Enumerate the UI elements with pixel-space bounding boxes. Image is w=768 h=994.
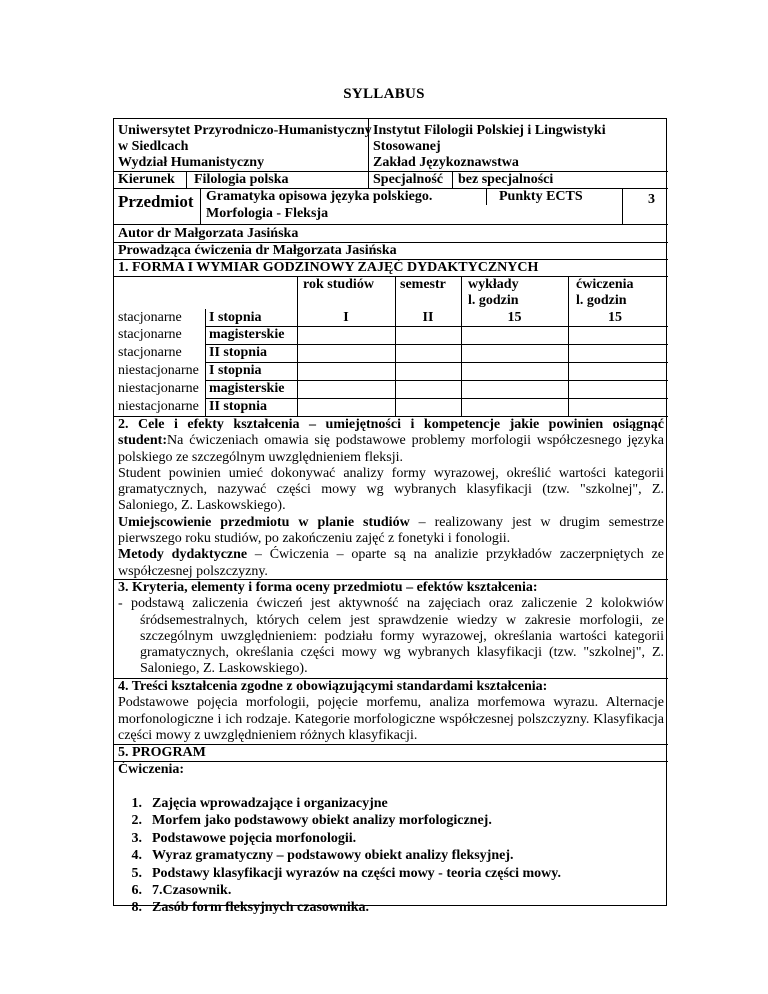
list-item-number: 6.: [131, 883, 142, 899]
table-cell-stopien: I stopnia: [209, 363, 262, 378]
syllabus-table: [113, 118, 667, 916]
table-cell-wyklady: 15: [507, 310, 522, 325]
table-cell-forma: niestacjonarne: [118, 363, 199, 378]
list-item-text: Zasób form fleksyjnych czasownika.: [152, 900, 370, 916]
table-cell-forma: niestacjonarne: [118, 381, 199, 396]
list-item-text: Morfem jako podstawowy obiekt analizy morfologicznej.: [152, 813, 492, 829]
list-item-number: 8.: [131, 900, 142, 916]
col-semestr: semestr: [400, 277, 446, 292]
list-item-number: 5.: [131, 865, 142, 881]
col-rok: rok studiów: [303, 277, 374, 292]
table-cell-rok: I: [343, 310, 349, 325]
col-cwiczenia: ćwiczenia: [576, 277, 634, 292]
table-cell-stopien: magisterskie: [209, 381, 285, 396]
metody-label: Metody dydaktyczne: [118, 547, 248, 563]
institute-name-cont: Stosowanej: [373, 139, 441, 154]
section1-heading: 1. FORMA I WYMIAR GODZINOWY ZAJĘĆ DYDAKTYCZNYCH: [118, 260, 539, 275]
section2-para2: Student powinien umieć dokonywać analizy formy wyrazowej, określić wartości kategorii gramatycznych, nazywać części mowy wg wybranych klasyfikacji (tzw. "szkolnej", Z. Saloniego, Z. Laskowskiego).: [118, 465, 664, 514]
kierunek-value: Filologia polska: [194, 172, 289, 187]
section2: [118, 417, 664, 580]
author: Autor dr Małgorzata Jasińska: [118, 226, 299, 241]
list-item-text: 7.Czasownik.: [152, 883, 232, 899]
section3: [118, 580, 664, 678]
list-item: [118, 865, 561, 882]
section2-heading: 2. Cele i efekty kształcenia – umiejętności i kompetencje jakie powinien osiągnąć student:: [118, 417, 664, 449]
przedmiot-name: Gramatyka opisowa języka polskiego.: [206, 189, 433, 204]
faculty-name: Wydział Humanistyczny: [118, 155, 265, 170]
list-item: [118, 847, 561, 864]
list-item-text: Zajęcia wprowadzające i organizacyjne: [152, 796, 388, 811]
table-cell-stopien: II stopnia: [209, 399, 267, 414]
section4-heading: 4. Treści kształcenia zgodne z obowiązującymi standardami kształcenia:: [118, 679, 548, 694]
specjalnosc-value: bez specjalności: [458, 172, 554, 187]
list-item-number: 1.: [131, 796, 142, 811]
specjalnosc-label: Specjalność: [373, 172, 443, 187]
table-cell-forma: stacjonarne: [118, 310, 182, 325]
table-cell-stopien: II stopnia: [209, 345, 267, 360]
section4: [118, 679, 664, 744]
list-item: [118, 882, 561, 899]
przedmiot-label: Przedmiot: [118, 192, 194, 211]
section5-subheading: Ćwiczenia:: [118, 762, 185, 777]
list-item-number: 2.: [131, 813, 142, 829]
list-item-text: Podstawowe pojęcia morfonologii.: [152, 830, 357, 846]
section2-intro: Na ćwiczeniach omawia się podstawowe problemy morfologii współczesnego języka polskiego ze szczególnym uwzględnieniem fleksji.: [118, 433, 664, 465]
list-item-number: 3.: [131, 830, 142, 846]
document-title: SYLLABUS: [343, 86, 425, 102]
section5-heading: 5. PROGRAM: [118, 745, 206, 760]
col-wyklady-unit: l. godzin: [468, 293, 519, 308]
ects-label: Punkty ECTS: [499, 189, 583, 204]
table-cell-forma: niestacjonarne: [118, 399, 199, 414]
university-city: w Siedlcach: [118, 139, 189, 154]
table-cell-stopien: I stopnia: [209, 310, 262, 325]
metody-text: – Ćwiczenia – oparte są na analizie przykładów zaczerpniętych ze współczesnej polszczyzny.: [118, 547, 664, 579]
umiejscowienie-text: – realizowany jest w drugim semestrze pierwszego roku studiów, po zakończeniu zajęć z fonetyki i fonologii.: [118, 514, 664, 547]
department-name: Zakład Językoznawstwa: [373, 155, 519, 170]
table-cell-stopien: magisterskie: [209, 327, 285, 342]
section3-heading: 3. Kryteria, elementy i forma oceny przedmiotu – efektów kształcenia:: [118, 580, 538, 595]
list-item: [118, 795, 561, 812]
col-cwiczenia-unit: l. godzin: [576, 293, 627, 308]
section4-text: Podstawowe pojęcia morfologii, pojęcie morfemu, analiza morfemowa wyrazu. Alternacje morfonologiczne i ich rodzaje. Kategorie morfologiczne współczesnej polszczyzny. Klasyfikacja części mowy z uwzględnieniem różnych klasyfikacji.: [118, 695, 664, 743]
section3-text: - podstawą zaliczenia ćwiczeń jest aktywność na zajęciach oraz zaliczenie 2 kolokwiów śródsemestralnych, których celem jest sprawdzenie wiedzy w zakresie morfologii, ze szczególnym uwzględnieniem: podziału formy wyrazowej, określania wartości kategorii gramatycznych, określania części mowy wg wybranych klasyfikacji (tzw. "szkolnej", Z. Saloniego, Z. Laskowskiego).: [118, 596, 664, 677]
list-item: [118, 830, 561, 847]
university-name: Uniwersytet Przyrodniczo-Humanistyczny: [118, 123, 372, 138]
list-item-text: Wyraz gramatyczny – podstawowy obiekt analizy fleksyjnej.: [152, 848, 514, 864]
list-item: [118, 812, 561, 829]
instructor: Prowadząca ćwiczenia dr Małgorzata Jasińska: [118, 243, 397, 258]
umiejscowienie-label: Umiejscowienie przedmiotu w planie studiów: [118, 514, 410, 530]
kierunek-label: Kierunek: [118, 172, 175, 187]
list-item-text: Podstawy klasyfikacji wyrazów na części mowy - teoria części mowy.: [152, 865, 562, 881]
ects-value: 3: [648, 192, 655, 207]
przedmiot-name-cont: Morfologia - Fleksja: [206, 206, 329, 221]
list-item-number: 4.: [131, 848, 142, 864]
table-cell-forma: stacjonarne: [118, 345, 182, 360]
institute-name: Instytut Filologii Polskiej i Lingwistyki: [373, 123, 606, 138]
list-item: [118, 899, 561, 916]
program-list: [118, 795, 561, 917]
col-wyklady: wykłady: [468, 277, 519, 292]
table-cell-semestr: II: [422, 310, 434, 325]
table-cell-cwiczenia: 15: [608, 310, 622, 325]
table-cell-forma: stacjonarne: [118, 327, 182, 342]
